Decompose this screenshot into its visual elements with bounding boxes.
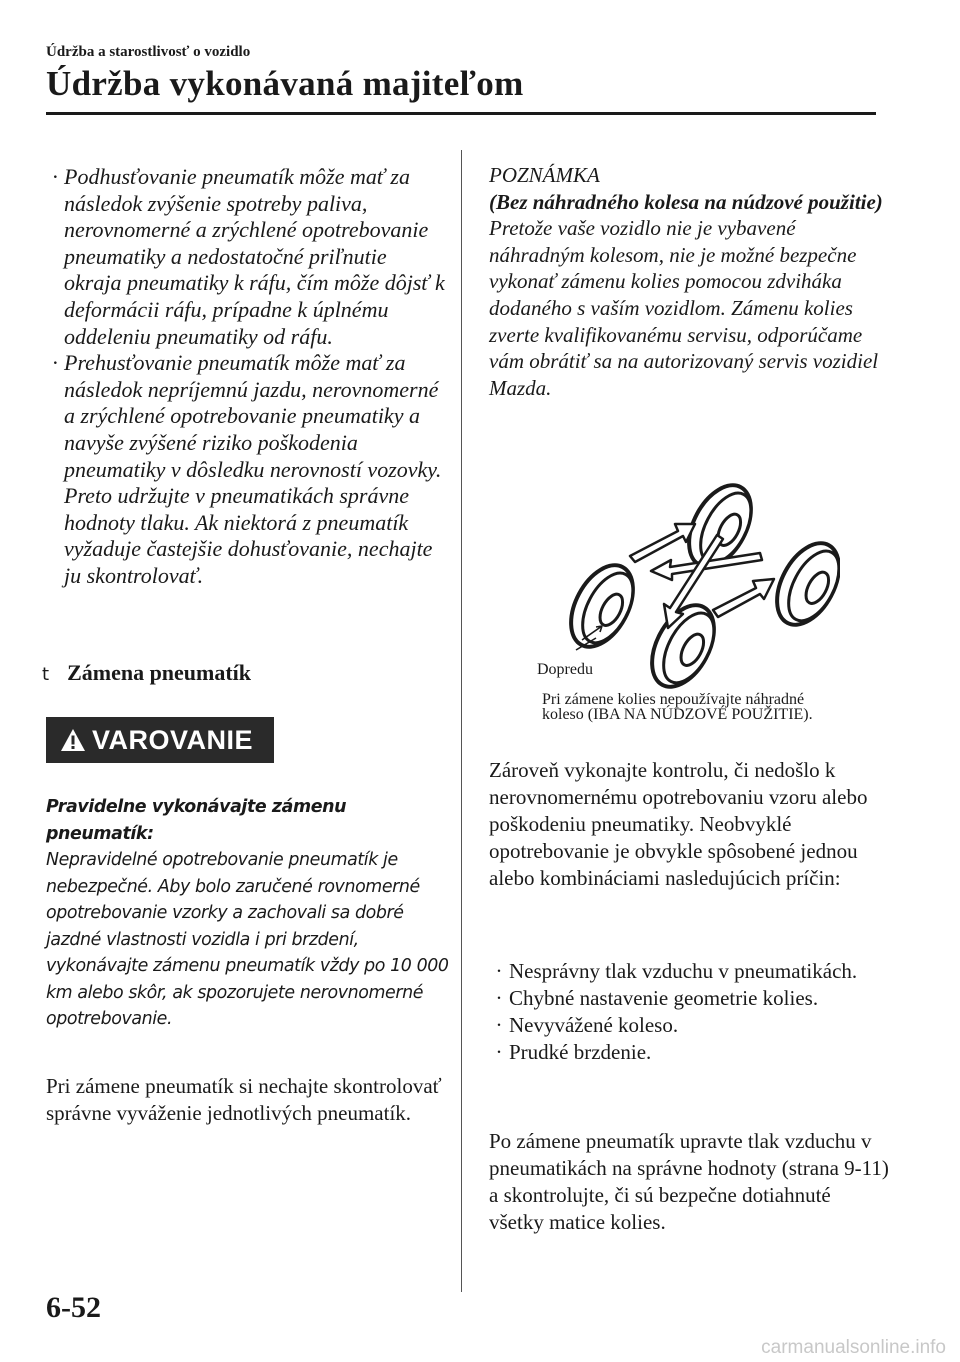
bullet-dot-icon: · [495,986,503,1010]
note-block [489,162,889,401]
breadcrumb: Údržba a starostlivosť o vozidlo [46,44,251,60]
tire-rotation-diagram [520,460,840,690]
pressure-adjust-paragraph: Po zámene pneumatík upravte tlak vzduchu v pneumatikách na správne hodnoty (strana 9-11) a skontrolujte, či sú bezpečne dotiahnuté všetky matice kolies. [489,1129,889,1234]
warning-triangle-icon [60,727,86,753]
section-heading [42,660,251,686]
tire-rear-left-icon [558,555,645,657]
list-item [46,164,446,350]
list-item [489,1039,889,1066]
bullet-dot-icon: · [495,1040,503,1064]
note-title: POZNÁMKA [489,163,600,187]
warning-badge [46,717,274,763]
note-subtitle: (Bez náhradného kolesa na núdzové použitie) [489,189,883,214]
page-number: 6-52 [46,1291,101,1324]
warning-label: VAROVANIE [92,724,254,755]
warning-text [46,794,456,1033]
forward-label: Dopredu [537,661,593,678]
bullet-dot-icon: · [52,350,58,376]
bullet-dot-icon: · [495,1013,503,1037]
list-item [489,1012,889,1039]
bullet-underinflation-text: Podhusťovanie pneumatík môže mať za následok zvýšenie spotreby paliva, nerovnomerné a zrýchlené opotrebovanie pneumatiky a nedostatočné priľnutie okraja pneumatiky k ráfu, čím môže dôjsť k deformácii ráfu, prípadne k úplnému oddeleniu pneumatiky od ráfu. [64,164,445,349]
cause-text: Chybné nastavenie geometrie kolies. [509,986,819,1010]
section-title: Zámena pneumatík [67,660,252,685]
section-marker: t [42,664,50,685]
bullet-dot-icon: · [52,164,58,189]
cause-text: Prudké brzdenie. [509,1040,652,1064]
warning-heading: Pravidelne vykonávajte zámenu pneumatík: [46,797,347,844]
balance-paragraph: Pri zámene pneumatík si nechajte skontrolovať správne vyváženie jednotlivých pneumatík. [46,1074,442,1125]
warning-body: Nepravidelné opotrebovanie pneumatík je nebezpečné. Aby bolo zaručené rovnomerné opotrebovanie vzorky a zachovali sa dobré jazdné vlastnosti vozidla i pri brzdení, vykonávajte zámenu pneumatík vždy po 10 000 km alebo skôr, ak spozorujete nerovnomerné opotrebovanie. [46,850,449,1029]
page-title: Údržba vykonávaná majiteľom [46,64,524,103]
bullet-dot-icon: · [495,959,503,983]
causes-list [489,958,889,1066]
diagram-caption: Pri zámene kolies nepoužívajte náhradné koleso (IBA NA NÚDZOVÉ POUŽITIE). [542,691,813,723]
list-item [489,958,889,985]
cause-text: Nesprávny tlak vzduchu v pneumatikách. [509,959,858,983]
wear-check-paragraph: Zároveň vykonajte kontrolu, či nedošlo k nerovnomernému opotrebovaniu vzoru alebo poškodeniu pneumatiky. Neobvyklé opotrebovanie je obvykle spôsobené jednou alebo kombináciami nasledujúcich príčin: [489,758,868,890]
cause-text: Nevyvážené koleso. [509,1013,679,1037]
column-divider [461,150,462,1292]
bullet-overinflation-text: Prehusťovanie pneumatík môže mať za následok nepríjemnú jazdu, nerovnomerné a zrýchlené opotrebovanie pneumatiky a navyše zvýšené riziko poškodenia pneumatiky v dôsledku nerovností vozovky. Preto udržujte v pneumatikách správne hodnoty tlaku. Ak niektorá z pneumatík vyžaduje častejšie dohusťovanie, nechajte ju skontrolovať. [64,350,442,588]
list-item [46,350,446,589]
header-rule [46,112,876,115]
watermark: carmanualsonline.info [761,1337,946,1358]
tire-front-right-icon [764,533,840,635]
list-item [489,985,889,1012]
note-body: Pretože vaše vozidlo nie je vybavené náhradným kolesom, nie je možné bezpečne vykonať zámenu kolies pomocou zdviháka dodaného s vaším vozidlom. Zámenu kolies zverte kvalifikovanému servisu, odporúčame vám obrátiť sa na autorizovaný servis vozidiel Mazda. [489,216,879,400]
tire-pressure-bullets [46,164,446,590]
